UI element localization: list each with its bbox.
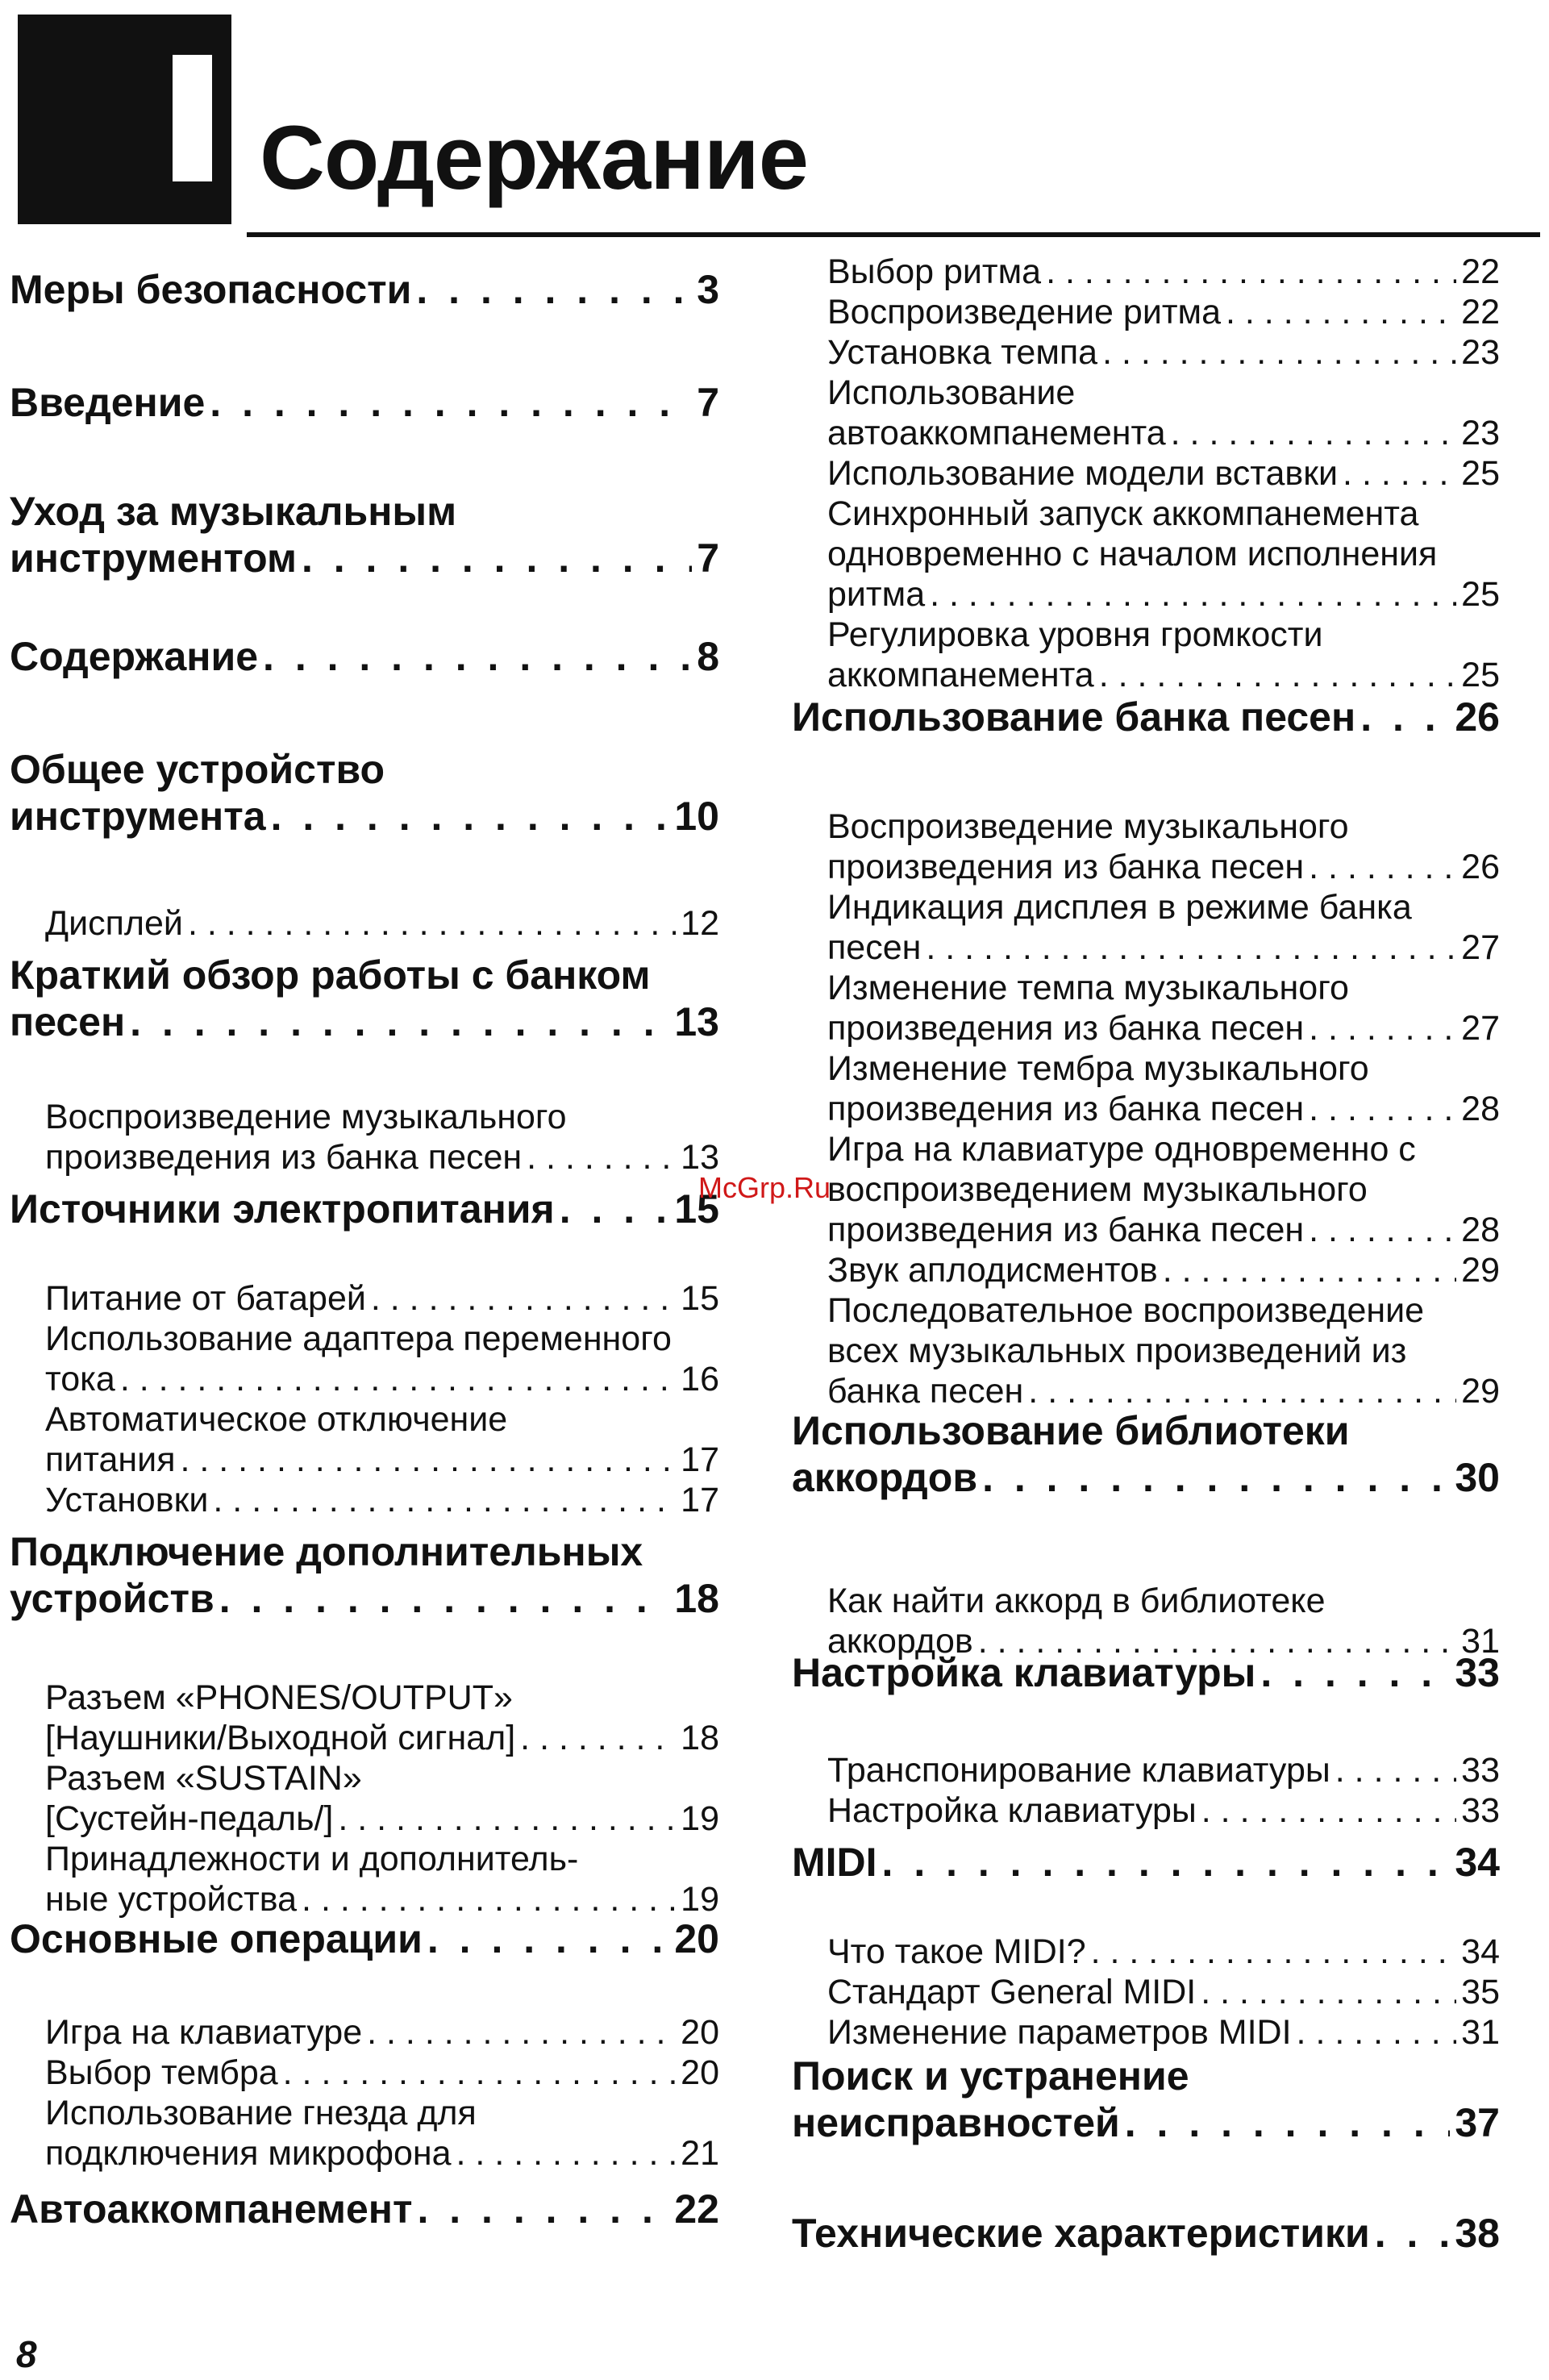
toc-entry-label: Что такое MIDI? <box>827 1932 1086 1971</box>
toc-entry-page: 22 <box>1461 252 1500 291</box>
dot-leader <box>882 1839 1451 1886</box>
toc-entry-label: Принадлежности и дополнитель- <box>45 1840 579 1878</box>
toc-entry-line <box>827 1972 1500 2012</box>
toc-entry-page: 20 <box>674 1916 719 1961</box>
toc-entry-label: произведения из банка песен <box>45 1138 523 1177</box>
toc-entry-page: 10 <box>674 794 719 839</box>
toc-entry-page: 31 <box>1461 2013 1500 2052</box>
toc-entry[interactable] <box>827 1048 1500 1129</box>
toc-entry-label: Транспонирование клавиатуры <box>827 1751 1330 1790</box>
dot-leader <box>188 903 676 944</box>
toc-entry[interactable] <box>45 1097 719 1177</box>
toc-entry-label: Использование банка песен <box>792 694 1356 740</box>
toc-entry[interactable] <box>827 968 1500 1048</box>
toc-entry-line <box>827 1048 1500 1089</box>
toc-entry-label: инструментом <box>10 536 297 581</box>
toc-entry-label: ритма <box>827 575 926 614</box>
toc-entry[interactable] <box>10 379 719 426</box>
watermark: McGrp.Ru <box>698 1171 831 1204</box>
toc-entry-line <box>10 746 719 793</box>
toc-entry-page: 22 <box>674 2186 719 2232</box>
toc-entry-page: 13 <box>681 1138 719 1177</box>
toc-entry-line <box>827 1210 1500 1250</box>
toc-entry[interactable] <box>45 1758 719 1839</box>
dot-leader <box>1201 1790 1456 1831</box>
dot-leader <box>213 1480 676 1520</box>
toc-entry-label: Стандарт General MIDI <box>827 1973 1197 2011</box>
toc-entry[interactable] <box>45 2093 719 2174</box>
toc-entry-label: устройств <box>10 1576 214 1621</box>
toc-entry-line <box>827 927 1500 968</box>
toc-entry-label: всех музыкальных произведений из <box>827 1332 1407 1370</box>
toc-entry-page: 25 <box>1461 454 1500 493</box>
toc-entry-line <box>10 998 719 1045</box>
toc-entry-line <box>10 266 719 313</box>
toc-entry-line <box>827 252 1500 292</box>
dot-leader <box>417 2186 669 2232</box>
toc-entry-line <box>45 1399 719 1440</box>
toc-entry-page: 20 <box>681 2053 719 2092</box>
toc-entry-line <box>792 2099 1500 2146</box>
toc-entry-line <box>10 1915 719 1962</box>
toc-entry-label: Разъем «PHONES/OUTPUT» <box>45 1678 513 1717</box>
toc-entry-line <box>10 535 719 581</box>
toc-entry-line <box>827 1290 1500 1331</box>
dot-leader <box>283 2053 677 2093</box>
toc-entry-label: Автоаккомпанемент <box>10 2186 413 2232</box>
toc-entry-line <box>45 1137 719 1177</box>
toc-entry-line <box>827 1932 1500 1972</box>
toc-entry[interactable] <box>45 903 719 944</box>
toc-entry-page: 23 <box>1461 333 1500 372</box>
toc-entry[interactable] <box>827 332 1500 373</box>
dot-leader <box>456 2133 677 2174</box>
toc-entry-label: произведения из банка песен <box>827 1211 1305 1249</box>
toc-entry-line <box>827 2012 1500 2053</box>
toc-entry-label: Уход за музыкальным <box>10 489 457 534</box>
toc-entry-line <box>45 2093 719 2133</box>
title-rule <box>247 232 1540 237</box>
dot-leader <box>982 1454 1450 1501</box>
dot-leader <box>1125 2099 1451 2146</box>
dot-leader <box>1260 1649 1450 1696</box>
toc-entry-line <box>45 903 719 944</box>
toc-entry-page: 37 <box>1455 2100 1500 2145</box>
toc-entry[interactable] <box>10 266 719 313</box>
toc-entry-line <box>10 952 719 998</box>
toc-entry-label: Установка темпа <box>827 333 1098 372</box>
toc-entry-label: ные устройства <box>45 1880 298 1919</box>
toc-entry[interactable] <box>827 807 1500 887</box>
toc-entry-label: Синхронный запуск аккомпанемента <box>827 494 1419 533</box>
toc-entry-line <box>827 1581 1500 1621</box>
toc-entry-label: Индикация дисплея в режиме банка <box>827 888 1412 927</box>
toc-entry-line <box>827 534 1500 574</box>
toc-entry[interactable] <box>45 1319 719 1399</box>
toc-entry-page: 21 <box>681 2134 719 2173</box>
toc-entry-line <box>45 1839 719 1879</box>
toc-entry-line <box>45 1758 719 1799</box>
toc-entry-label: банка песен <box>827 1372 1024 1411</box>
toc-entry-label: Меры безопасности <box>10 267 412 312</box>
toc-entry-line <box>827 1089 1500 1129</box>
toc-entry-label: аккордов <box>792 1455 978 1500</box>
toc-entry-line <box>827 807 1500 847</box>
toc-entry-page: 18 <box>681 1719 719 1757</box>
toc-entry-line <box>45 1879 719 1919</box>
toc-entry-page: 16 <box>681 1360 719 1398</box>
toc-entry[interactable] <box>45 2012 719 2053</box>
toc-entry-line <box>792 2210 1500 2257</box>
toc-entry-page: 25 <box>1461 575 1500 614</box>
toc-entry-label: Использование модели вставки <box>827 454 1339 493</box>
dot-leader <box>338 1799 676 1839</box>
toc-entry-label: Поиск и устранение <box>792 2053 1189 2099</box>
toc-entry[interactable] <box>10 746 719 840</box>
toc-entry-line <box>10 488 719 535</box>
toc-entry-label: произведения из банка песен <box>827 848 1305 886</box>
dot-leader <box>1091 1932 1457 1972</box>
toc-entry-label: Игра на клавиатуре одновременно с <box>827 1130 1416 1169</box>
toc-entry-page: 33 <box>1461 1791 1500 1830</box>
toc-entry-label: Использование гнезда для <box>45 2094 477 2132</box>
toc-entry-line <box>827 615 1500 655</box>
toc-entry-label: Установки <box>45 1481 209 1519</box>
toc-entry-page: 26 <box>1455 694 1500 740</box>
dot-leader <box>1226 292 1456 332</box>
toc-entry-line <box>45 1359 719 1399</box>
toc-entry-page: 27 <box>1461 928 1500 967</box>
toc-entry-line <box>10 1186 719 1232</box>
toc-entry[interactable] <box>792 1407 1500 1501</box>
toc-entry-page: 30 <box>1455 1455 1500 1500</box>
toc-entry-page: 19 <box>681 1799 719 1838</box>
toc-entry-label: Использование адаптера переменного <box>45 1319 672 1358</box>
dot-leader <box>1201 1972 1456 2012</box>
dot-leader <box>1297 2012 1457 2053</box>
toc-entry-line <box>827 1750 1500 1790</box>
dot-leader <box>416 266 692 313</box>
dot-leader <box>527 1137 676 1177</box>
toc-entry-line <box>827 887 1500 927</box>
dot-leader <box>1046 252 1456 292</box>
toc-entry[interactable] <box>792 2053 1500 2146</box>
dot-leader <box>427 1915 669 1962</box>
dot-leader <box>1360 694 1450 740</box>
toc-entry[interactable] <box>827 1790 1500 1831</box>
toc-entry-label: Технические характеристики <box>792 2211 1370 2256</box>
toc-entry-label: Питание от батарей <box>45 1279 366 1318</box>
toc-entry-label: Изменение темпа музыкального <box>827 969 1349 1007</box>
toc-entry-page: 15 <box>674 1186 719 1232</box>
toc-entry-page: 8 <box>697 634 719 679</box>
toc-entry-line <box>827 453 1500 494</box>
dot-leader <box>560 1186 670 1232</box>
dot-leader <box>1028 1371 1456 1411</box>
toc-entry-label: MIDI <box>792 1840 877 1885</box>
toc-entry-label: Как найти аккорд в библиотеке <box>827 1582 1326 1620</box>
toc-entry-line <box>45 2133 719 2174</box>
toc-entry-page: 38 <box>1455 2211 1500 2256</box>
toc-entry[interactable] <box>10 633 719 680</box>
toc-entry[interactable] <box>45 1839 719 1919</box>
toc-entry[interactable] <box>827 615 1500 695</box>
toc-entry-line <box>45 1440 719 1480</box>
toc-entry-label: автоаккомпанемента <box>827 414 1166 452</box>
toc-entry[interactable] <box>10 488 719 581</box>
toc-entry-line <box>45 1718 719 1758</box>
toc-entry-line <box>827 847 1500 887</box>
toc-entry-label: Подключение дополнительных <box>10 1529 643 1574</box>
toc-entry[interactable] <box>827 1972 1500 2012</box>
toc-entry-label: песен <box>10 999 126 1044</box>
toc-entry-line <box>792 1454 1500 1501</box>
toc-entry-label: Краткий обзор работы с банком <box>10 952 651 998</box>
toc-entry-label: Введение <box>10 380 206 425</box>
toc-entry-line <box>827 1371 1500 1411</box>
toc-entry-label: Воспроизведение музыкального <box>45 1098 567 1136</box>
toc-entry[interactable] <box>827 1250 1500 1290</box>
toc-entry-label: Последовательное воспроизведение <box>827 1291 1425 1330</box>
toc-entry-page: 23 <box>1461 414 1500 452</box>
toc-entry-page: 22 <box>1461 293 1500 331</box>
toc-entry[interactable] <box>827 373 1500 453</box>
toc-entry[interactable] <box>10 1915 719 1962</box>
toc-entry-label: Автоматическое отключение <box>45 1400 508 1439</box>
toc-entry-label: Звук аплодисментов <box>827 1251 1158 1290</box>
toc-entry-label: тока <box>45 1360 115 1398</box>
toc-entry[interactable] <box>792 1649 1500 1696</box>
toc-entry[interactable] <box>45 1678 719 1758</box>
dot-leader <box>1099 655 1456 695</box>
toc-entry[interactable] <box>827 1932 1500 1972</box>
dot-leader <box>1309 1008 1456 1048</box>
dot-leader <box>302 1879 676 1919</box>
toc-entry-line <box>792 2053 1500 2099</box>
toc-entry-page: 34 <box>1461 1932 1500 1971</box>
dot-leader <box>1309 1089 1456 1129</box>
toc-entry-line <box>45 1097 719 1137</box>
toc-entry-label: [Сустейн-педаль/] <box>45 1799 334 1838</box>
toc-entry-page: 15 <box>681 1279 719 1318</box>
dot-leader <box>1309 847 1456 887</box>
corner-block-decoration <box>18 15 231 224</box>
toc-entry-line <box>827 1169 1500 1210</box>
toc-entry-line <box>827 373 1500 413</box>
toc-entry[interactable] <box>792 2210 1500 2257</box>
toc-entry-line <box>45 1319 719 1359</box>
toc-entry-line <box>45 1678 719 1718</box>
toc-entry-line <box>827 494 1500 534</box>
dot-leader <box>1102 332 1456 373</box>
toc-entry-label: воспроизведением музыкального <box>827 1170 1368 1209</box>
toc-entry-page: 29 <box>1461 1251 1500 1290</box>
toc-entry-line <box>827 413 1500 453</box>
dot-leader <box>302 535 692 581</box>
toc-entry-line <box>792 1839 1500 1886</box>
toc-entry-line <box>10 793 719 840</box>
dot-leader <box>926 927 1456 968</box>
toc-entry-page: 35 <box>1461 1973 1500 2011</box>
toc-entry-label: Изменение параметров MIDI <box>827 2013 1292 2052</box>
toc-entry-line <box>827 1250 1500 1290</box>
toc-entry-line <box>10 2186 719 2232</box>
toc-entry-label: Регулировка уровня громкости <box>827 615 1323 654</box>
toc-entry-line <box>45 2053 719 2093</box>
toc-entry-page: 33 <box>1455 1650 1500 1695</box>
toc-entry-label: Выбор тембра <box>45 2053 278 2092</box>
toc-entry-line <box>827 655 1500 695</box>
toc-entry-label: произведения из банка песен <box>827 1009 1305 1048</box>
toc-entry[interactable] <box>827 252 1500 292</box>
page-number: 8 <box>16 2333 37 2375</box>
toc-entry[interactable] <box>827 1290 1500 1411</box>
dot-leader <box>520 1718 676 1758</box>
toc-entry-line <box>45 1799 719 1839</box>
corner-block-notch <box>173 55 212 181</box>
dot-leader <box>1335 1750 1456 1790</box>
toc-entry-page: 34 <box>1455 1840 1500 1885</box>
toc-entry[interactable] <box>10 2186 719 2232</box>
toc-entry-line <box>45 2012 719 2053</box>
toc-entry-page: 18 <box>674 1576 719 1621</box>
toc-entry-line <box>45 1480 719 1520</box>
toc-entry[interactable] <box>10 1528 719 1622</box>
dot-leader <box>371 1278 676 1319</box>
toc-entry-label: [Наушники/Выходной сигнал] <box>45 1719 516 1757</box>
toc-entry-label: Игра на клавиатуре <box>45 2013 363 2052</box>
dot-leader <box>1163 1250 1456 1290</box>
toc-entry-page: 7 <box>697 536 719 581</box>
dot-leader <box>930 574 1456 615</box>
toc-entry-line <box>10 379 719 426</box>
toc-entry[interactable] <box>827 1129 1500 1250</box>
toc-entry-label: Разъем «SUSTAIN» <box>45 1759 362 1798</box>
toc-entry-label: Настройка клавиатуры <box>792 1650 1256 1695</box>
dot-leader <box>263 633 692 680</box>
toc-entry[interactable] <box>827 887 1500 968</box>
toc-entry-line <box>827 332 1500 373</box>
toc-entry-label: подключения микрофона <box>45 2134 452 2173</box>
toc-entry-label: Общее устройство <box>10 747 385 792</box>
toc-entry-label: аккомпанемента <box>827 656 1094 694</box>
toc-entry[interactable] <box>792 1839 1500 1886</box>
toc-entry-page: 17 <box>681 1481 719 1519</box>
toc-entry-line <box>10 1575 719 1622</box>
dot-leader <box>271 793 670 840</box>
toc-entry[interactable] <box>45 1399 719 1480</box>
toc-entry-line <box>827 1008 1500 1048</box>
toc-entry-label: инструмента <box>10 794 266 839</box>
toc-entry[interactable] <box>827 2012 1500 2053</box>
dot-leader <box>1375 2210 1451 2257</box>
toc-entry[interactable] <box>45 1480 719 1520</box>
toc-entry[interactable] <box>827 292 1500 332</box>
toc-entry-line <box>827 1129 1500 1169</box>
dot-leader <box>1343 453 1456 494</box>
toc-entry-label: аккордов <box>827 1622 973 1661</box>
toc-entry-page: 17 <box>681 1440 719 1479</box>
toc-entry[interactable] <box>45 2053 719 2093</box>
dot-leader <box>1309 1210 1456 1250</box>
toc-entry-page: 25 <box>1461 656 1500 694</box>
toc-entry-label: Настройка клавиатуры <box>827 1791 1197 1830</box>
toc-entry-page: 19 <box>681 1880 719 1919</box>
dot-leader <box>1171 413 1457 453</box>
toc-entry-label: песен <box>827 928 922 967</box>
toc-entry-line <box>827 1331 1500 1371</box>
toc-entry-label: Источники электропитания <box>10 1186 555 1232</box>
toc-entry-page: 27 <box>1461 1009 1500 1048</box>
toc-entry-page: 26 <box>1461 848 1500 886</box>
toc-entry-page: 20 <box>681 2013 719 2052</box>
dot-leader <box>219 1575 670 1622</box>
toc-entry-label: неисправностей <box>792 2100 1120 2145</box>
toc-entry-label: Выбор ритма <box>827 252 1042 291</box>
toc-entry-page: 28 <box>1461 1211 1500 1249</box>
toc-entry[interactable] <box>827 453 1500 494</box>
toc-entry[interactable] <box>10 952 719 1045</box>
toc-entry-label: произведения из банка песен <box>827 1090 1305 1128</box>
toc-entry-line <box>827 1790 1500 1831</box>
toc-entry-label: Использование библиотеки <box>792 1408 1350 1453</box>
toc-entry-label: питания <box>45 1440 176 1479</box>
toc-entry-line <box>792 1649 1500 1696</box>
toc-entry-label: Содержание <box>10 634 259 679</box>
toc-entry-page: 33 <box>1461 1751 1500 1790</box>
dot-leader <box>130 998 669 1045</box>
toc-entry[interactable] <box>827 1750 1500 1790</box>
toc-entry-line <box>45 1278 719 1319</box>
toc-entry[interactable] <box>10 1186 719 1232</box>
toc-entry[interactable] <box>827 494 1500 615</box>
toc-entry-label: Дисплей <box>45 904 183 943</box>
toc-entry-label: Использование <box>827 373 1076 412</box>
toc-entry-line <box>827 292 1500 332</box>
toc-entry-page: 12 <box>681 904 719 943</box>
dot-leader <box>120 1359 676 1399</box>
toc-entry-label: Воспроизведение ритма <box>827 293 1222 331</box>
toc-entry-page: 29 <box>1461 1372 1500 1411</box>
toc-entry-line <box>827 574 1500 615</box>
dot-leader <box>210 379 692 426</box>
dot-leader <box>367 2012 676 2053</box>
toc-entry[interactable] <box>792 694 1500 740</box>
toc-entry-line <box>10 1528 719 1575</box>
toc-entry-label: Изменение тембра музыкального <box>827 1049 1369 1088</box>
toc-entry-line <box>792 694 1500 740</box>
toc-entry-page: 3 <box>697 267 719 312</box>
toc-entry-page: 28 <box>1461 1090 1500 1128</box>
dot-leader <box>180 1440 676 1480</box>
toc-entry-page: 7 <box>697 380 719 425</box>
page-title: Содержание <box>260 107 808 208</box>
toc-entry-line <box>827 968 1500 1008</box>
toc-entry-page: 13 <box>674 999 719 1044</box>
toc-entry-label: Основные операции <box>10 1916 423 1961</box>
toc-entry-line <box>10 633 719 680</box>
toc-entry[interactable] <box>45 1278 719 1319</box>
toc-entry-line <box>792 1407 1500 1454</box>
toc-entry-label: одновременно с началом исполнения <box>827 535 1438 573</box>
toc-entry-label: Воспроизведение музыкального <box>827 807 1349 846</box>
toc-entry-page: 31 <box>1461 1622 1500 1661</box>
